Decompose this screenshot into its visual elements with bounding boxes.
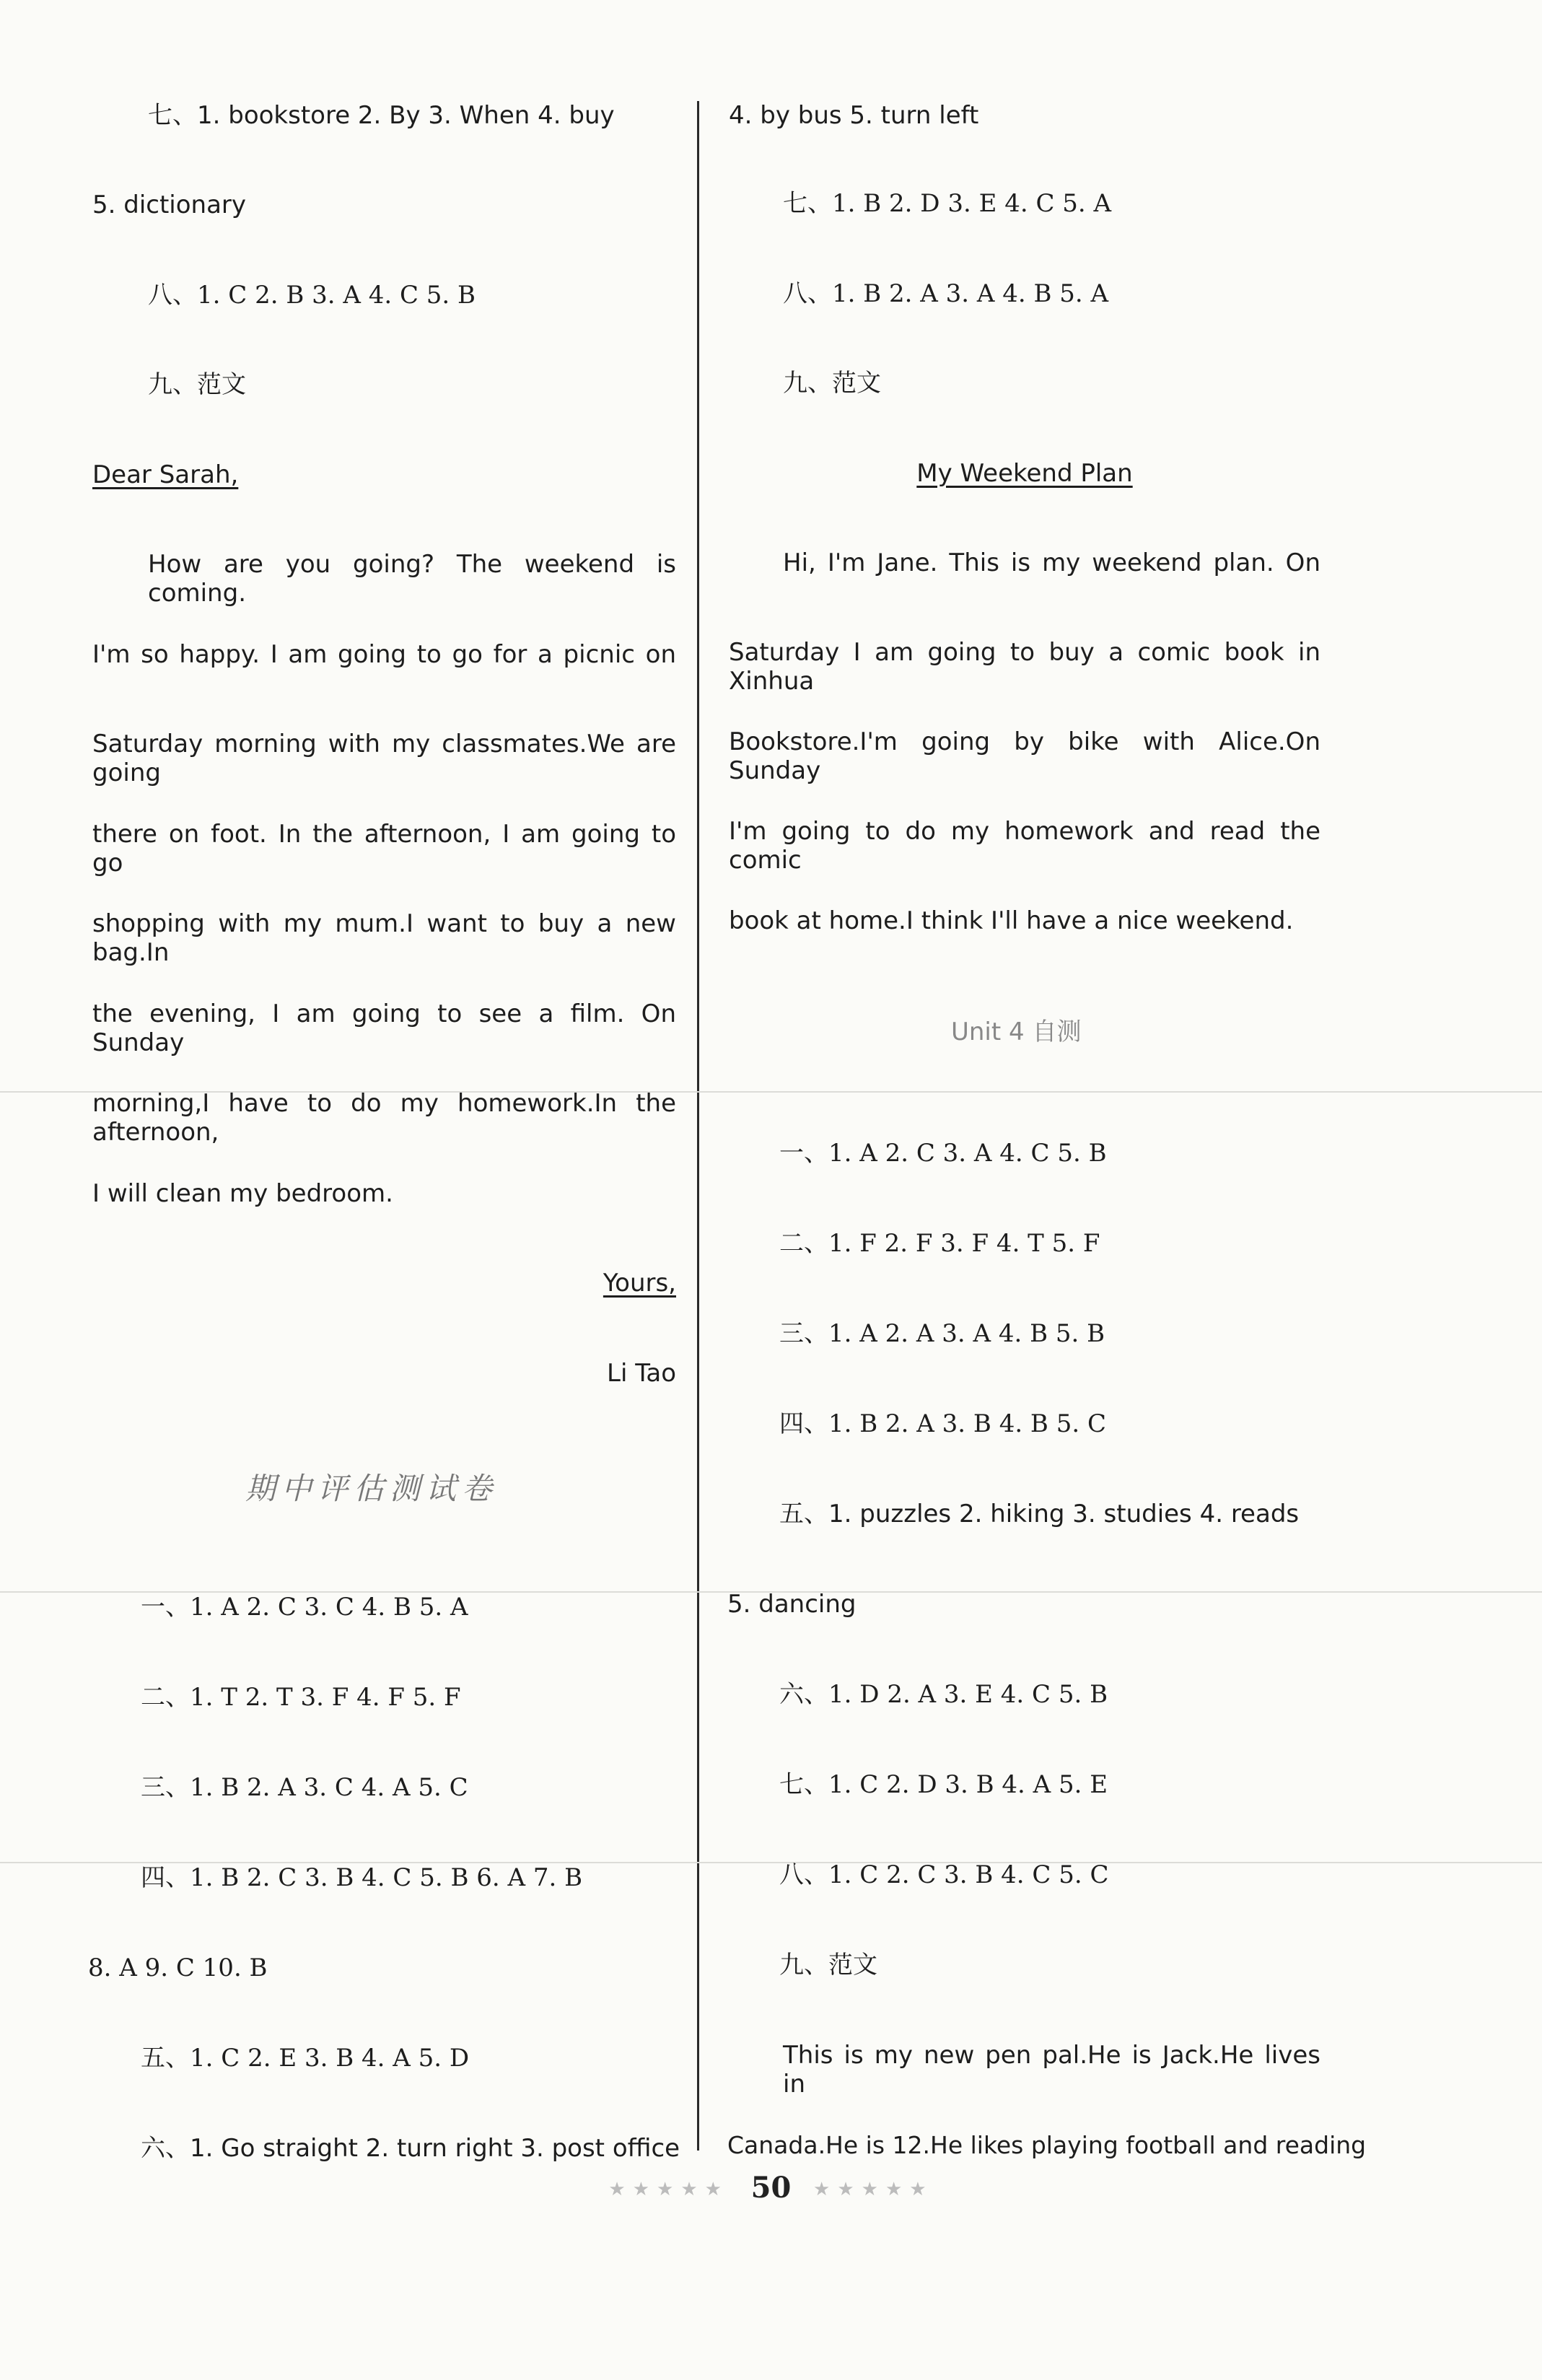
letter-line: I'm so happy. I am going to go for a picnic on [92,640,676,669]
answer-line: 四、1. B 2. A 3. B 4. B 5. C [779,1409,1106,1438]
answer-line: 七、1. C 2. D 3. B 4. A 5. E [779,1770,1108,1799]
answer-line: 一、1. A 2. C 3. C 4. B 5. A [141,1593,468,1622]
answer-line: 八、1. C 2. C 3. B 4. C 5. C [779,1860,1109,1889]
essay-line: Saturday I am going to buy a comic book in Xinhua [729,638,1320,696]
section-heading: 九、范文 [148,370,246,399]
essay-line: This is my new pen pal.He is Jack.He lives in [783,2041,1320,2099]
answer-line: 七、1. bookstore 2. By 3. When 4. buy [148,101,615,130]
page-number: 50 [750,2171,792,2205]
star-decoration-icon: ★★★★★ [813,2179,934,2200]
answer-line: 八、1. B 2. A 3. A 4. B 5. A [783,279,1109,308]
essay-line: I'm going to do my homework and read the comic [729,817,1320,875]
answer-line: 一、1. A 2. C 3. A 4. C 5. B [779,1139,1107,1168]
answer-line: 5. dictionary [92,191,247,219]
answer-line: 二、1. T 2. T 3. F 4. F 5. F [141,1683,461,1712]
letter-closing: Yours, [603,1269,676,1298]
letter-signature: Li Tao [607,1359,676,1388]
star-decoration-icon: ★★★★★ [608,2179,729,2200]
essay-line: Hi, I'm Jane. This is my weekend plan. On [783,548,1320,577]
answer-line: 三、1. B 2. A 3. C 4. A 5. C [141,1773,468,1802]
answer-line: 五、1. puzzles 2. hiking 3. studies 4. reads [779,1500,1300,1528]
answer-line: 五、1. C 2. E 3. B 4. A 5. D [141,2044,470,2073]
essay-title: My Weekend Plan [916,459,1133,488]
essay-line: book at home.I think I'll have a nice weekend. [729,906,1294,935]
column-divider [697,101,699,2151]
letter-line: Saturday morning with my classmates.We are going [92,730,676,787]
letter-line: there on foot. In the afternoon, I am going to go [92,820,676,878]
answer-line: 4. by bus 5. turn left [729,101,979,130]
section-heading: 九、范文 [783,369,881,398]
answer-line: 三、1. A 2. A 3. A 4. B 5. B [779,1319,1105,1348]
essay-line: Canada.He is 12.He likes playing football and reading [727,2131,1367,2159]
answer-line: 二、1. F 2. F 3. F 4. T 5. F [779,1229,1100,1258]
midterm-title: 期中评估测试卷 [245,1471,499,1506]
answer-line: 八、1. C 2. B 3. A 4. C 5. B [148,281,476,310]
answer-line: 七、1. B 2. D 3. E 4. C 5. A [783,189,1112,218]
letter-line: I will clean my bedroom. [92,1179,393,1208]
letter-line: morning,I have to do my homework.In the afternoon, [92,1089,676,1147]
answer-line: 六、1. D 2. A 3. E 4. C 5. B [779,1680,1108,1709]
letter-line: shopping with my mum.I want to buy a new bag.In [92,909,676,967]
unit-title: Unit 4 自测 [951,1018,1082,1046]
letter-line: the evening, I am going to see a film. On Sunday [92,999,676,1057]
essay-line: Bookstore.I'm going by bike with Alice.On Sunday [729,727,1320,785]
letter-line: How are you going? The weekend is coming. [148,550,676,608]
answer-line: 六、1. Go straight 2. turn right 3. post office [141,2134,680,2163]
answer-line: 5. dancing [727,1590,857,1619]
answer-line: 8. A 9. C 10. B [88,1954,268,1982]
section-heading: 九、范文 [779,1951,877,1979]
answer-line: 四、1. B 2. C 3. B 4. C 5. B 6. A 7. B [141,1863,583,1892]
page-footer [0,2172,1542,2205]
letter-greeting: Dear Sarah, [92,460,239,489]
